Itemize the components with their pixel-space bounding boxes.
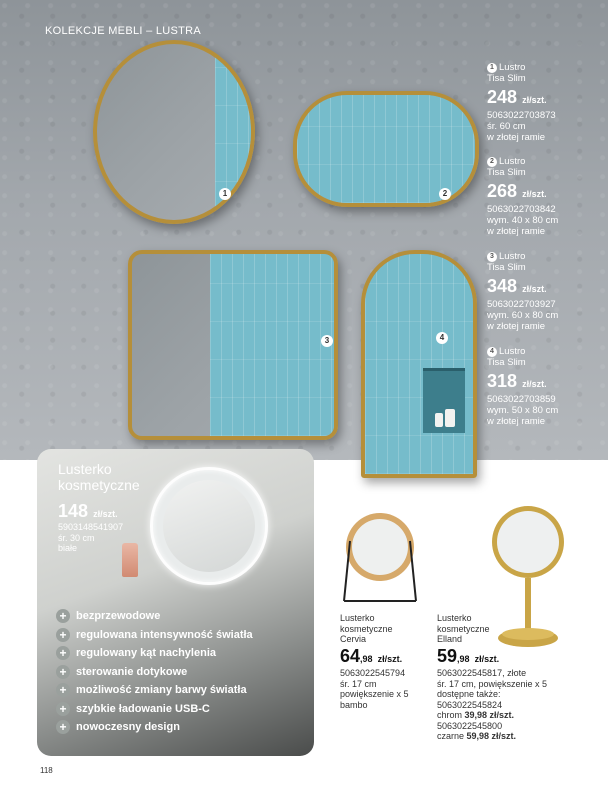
cervia-mirror-image bbox=[340, 503, 430, 608]
plus-icon: + bbox=[56, 628, 70, 642]
vase bbox=[445, 409, 455, 427]
feature-item: + możliwość zmiany barwy światła bbox=[56, 683, 253, 697]
elland-product bbox=[437, 613, 547, 742]
product-name: Tisa Slim bbox=[487, 167, 526, 178]
product-name: Lusterko bbox=[340, 613, 375, 623]
product-code: 5063022545794 bbox=[340, 668, 406, 678]
product-size: wym. 50 x 80 cm bbox=[487, 405, 559, 416]
product-name: Lustro bbox=[499, 62, 526, 73]
led-mirror-glass bbox=[163, 480, 255, 572]
product-code: 5063022703859 bbox=[487, 394, 556, 405]
product-number: 1 bbox=[487, 63, 497, 73]
led-mirror-image bbox=[150, 467, 268, 585]
mirror-badge-2: 2 bbox=[439, 188, 451, 200]
product-note: w złotej ramie bbox=[487, 132, 546, 143]
plus-icon: + bbox=[56, 702, 70, 716]
product-code: 5063022703927 bbox=[487, 299, 556, 310]
variant-price: czarne 59,98 zł/szt. bbox=[437, 731, 517, 741]
product-code: 5063022545817, złote bbox=[437, 668, 527, 678]
cosmetic-mirror-card bbox=[37, 449, 314, 756]
mirror-badge-4: 4 bbox=[436, 332, 448, 344]
soap-bottle-image bbox=[122, 543, 138, 577]
product-code: 5063022703873 bbox=[487, 110, 556, 121]
mirror-badge-3: 3 bbox=[321, 335, 333, 347]
feature-item: + szybkie ładowanie USB-C bbox=[56, 702, 253, 716]
product-zoom: powiększenie x 5 bbox=[340, 689, 409, 699]
page-number: 118 bbox=[40, 766, 53, 775]
cervia-product bbox=[340, 613, 409, 710]
product-1 bbox=[487, 62, 556, 143]
mirror-round bbox=[93, 40, 255, 224]
mirror-badge-1: 1 bbox=[219, 188, 231, 200]
vase bbox=[435, 413, 443, 427]
product-name: Tisa Slim bbox=[487, 262, 526, 273]
product-name: kosmetyczne bbox=[437, 623, 490, 634]
product-material: bambo bbox=[340, 699, 368, 710]
plus-icon: + bbox=[56, 665, 70, 679]
product-name: Cervia bbox=[340, 634, 367, 644]
feature-item: + regulowany kąt nachylenia bbox=[56, 646, 253, 660]
product-name: Lustro bbox=[499, 251, 526, 262]
product-note: w złotej ramie bbox=[487, 416, 546, 427]
product-name: Lustro bbox=[499, 346, 526, 357]
card-color: białe bbox=[58, 543, 78, 553]
product-price: 318 zł/szt. bbox=[487, 371, 547, 391]
mirror-niche bbox=[423, 368, 465, 433]
product-size: wym. 40 x 80 cm bbox=[487, 215, 559, 226]
card-size: śr. 30 cm bbox=[58, 532, 95, 543]
product-price: 64,98 zł/szt. bbox=[340, 645, 403, 666]
product-name: Elland bbox=[437, 634, 463, 644]
product-number: 4 bbox=[487, 347, 497, 357]
feature-item: + nowoczesny design bbox=[56, 720, 253, 734]
product-number: 3 bbox=[487, 252, 497, 262]
mirror-reflection-tiles bbox=[297, 95, 475, 203]
product-price: 248 zł/szt. bbox=[487, 87, 547, 107]
product-price: 59,98 zł/szt. bbox=[437, 645, 500, 666]
product-note: w złotej ramie bbox=[487, 321, 546, 332]
product-price: 268 zł/szt. bbox=[487, 181, 547, 201]
feature-item: + sterowanie dotykowe bbox=[56, 665, 253, 679]
mirror-reflection-tiles bbox=[365, 254, 473, 474]
feature-item: + bezprzewodowe bbox=[56, 609, 253, 623]
product-name: Tisa Slim bbox=[487, 73, 526, 84]
product-name: kosmetyczne bbox=[340, 623, 393, 634]
product-size: wym. 60 x 80 cm bbox=[487, 310, 559, 321]
mirror-square bbox=[128, 250, 338, 440]
product-code: 5063022545824 bbox=[437, 699, 503, 710]
product-code: 5063022545800 bbox=[437, 720, 503, 731]
mirror-oval bbox=[293, 91, 479, 207]
product-size: śr. 60 cm bbox=[487, 121, 526, 132]
product-note: w złotej ramie bbox=[487, 226, 546, 237]
product-name: Lustro bbox=[499, 156, 526, 167]
plus-icon: + bbox=[56, 609, 70, 623]
plus-icon: + bbox=[56, 720, 70, 734]
mirror-arch bbox=[361, 250, 477, 478]
feature-list bbox=[56, 609, 253, 739]
card-title: Lusterko kosmetyczne bbox=[58, 461, 140, 493]
card-code: 5903148541907 bbox=[58, 522, 124, 532]
card-meta bbox=[58, 522, 123, 554]
product-3 bbox=[487, 251, 558, 332]
product-number: 2 bbox=[487, 157, 497, 167]
product-name: Lusterko bbox=[437, 613, 472, 623]
product-code: 5063022703842 bbox=[487, 204, 556, 215]
product-size: śr. 17 cm bbox=[340, 678, 377, 689]
product-price: 348 zł/szt. bbox=[487, 276, 547, 296]
plus-icon: + bbox=[56, 646, 70, 660]
card-price: 148 zł/szt. bbox=[58, 501, 118, 521]
feature-item: + regulowana intensywność światła bbox=[56, 628, 253, 642]
product-name: Tisa Slim bbox=[487, 357, 526, 368]
product-size: śr. 17 cm, powiększenie x 5 bbox=[437, 678, 548, 689]
product-4 bbox=[487, 346, 558, 427]
page-header: KOLEKCJE MEBLI – LUSTRA bbox=[45, 25, 202, 37]
product-availability: dostępne także: bbox=[437, 689, 501, 699]
product-2 bbox=[487, 156, 558, 237]
variant-price: chrom 39,98 zł/szt. bbox=[437, 710, 515, 720]
mirror-reflection-tiles bbox=[210, 254, 338, 436]
plus-icon: + bbox=[56, 683, 70, 697]
